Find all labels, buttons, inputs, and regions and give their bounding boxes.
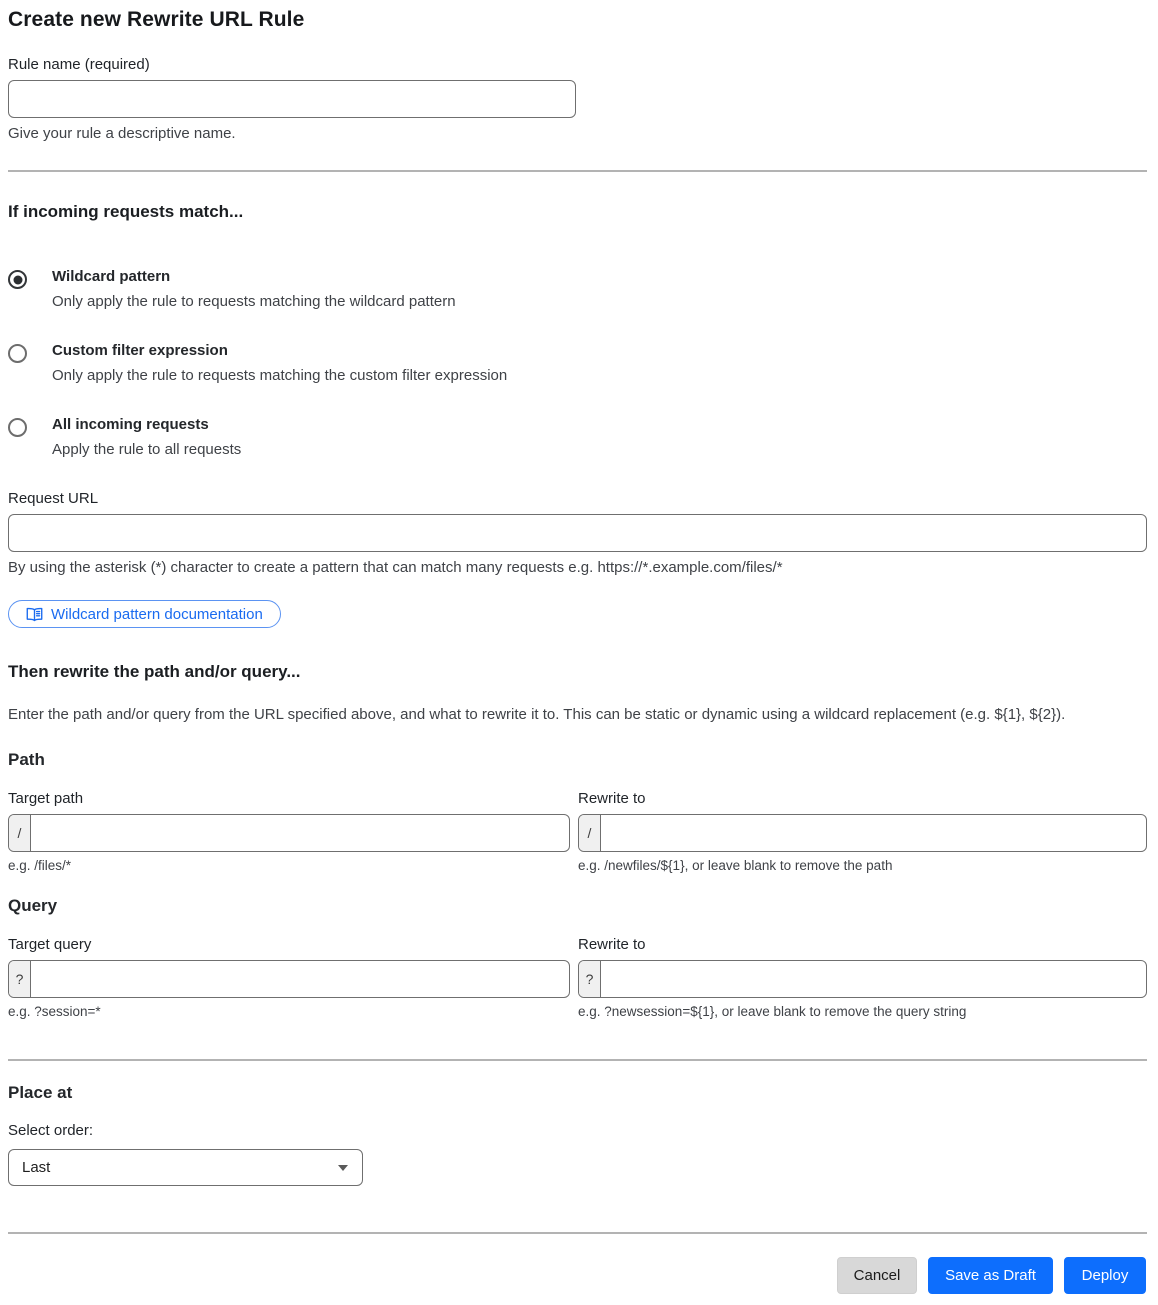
radio-all-requests[interactable] <box>8 418 27 437</box>
query-grid <box>8 936 1147 1019</box>
path-rewrite-inputgroup <box>578 814 1147 852</box>
path-rewrite-label: Rewrite to <box>578 790 646 807</box>
section-divider <box>8 1059 1147 1061</box>
radio-description: Only apply the rule to requests matching the custom filter expression <box>52 367 508 384</box>
query-rewrite-inputgroup <box>578 960 1147 998</box>
chevron-down-icon <box>338 1165 348 1171</box>
request-url-input[interactable] <box>8 514 1147 552</box>
page-title: Create new Rewrite URL Rule <box>8 8 305 31</box>
request-url-label: Request URL <box>8 490 99 507</box>
target-path-label: Target path <box>8 790 84 807</box>
footer-divider <box>8 1232 1147 1234</box>
deploy-button[interactable]: Deploy <box>1064 1257 1146 1294</box>
radio-option-custom-filter[interactable] <box>8 342 1147 384</box>
book-icon <box>26 607 43 622</box>
wildcard-docs-button-label: Wildcard pattern documentation <box>51 605 263 623</box>
radio-custom-filter[interactable] <box>8 344 27 363</box>
query-rewrite-input[interactable] <box>601 961 1146 997</box>
target-query-input[interactable] <box>31 961 569 997</box>
path-rewrite-input[interactable] <box>601 815 1146 851</box>
request-url-helper: By using the asterisk (*) character to create a pattern that can match many requests e.g. https://*.example.com/files/* <box>8 559 783 576</box>
radio-option-wildcard-pattern[interactable] <box>8 268 1147 310</box>
section-divider <box>8 170 1147 172</box>
rule-name-input[interactable] <box>8 80 576 118</box>
rule-name-label: Rule name (required) <box>8 56 150 73</box>
radio-option-all-requests[interactable] <box>8 416 1147 458</box>
save-as-draft-button[interactable]: Save as Draft <box>928 1257 1053 1294</box>
cancel-button[interactable]: Cancel <box>837 1257 917 1294</box>
query-heading: Query <box>8 896 58 915</box>
match-section <box>8 202 1147 458</box>
rule-name-helper: Give your rule a descriptive name. <box>8 125 236 142</box>
select-order-label: Select order: <box>8 1122 94 1139</box>
radio-label: All incoming requests <box>52 416 209 433</box>
radio-label: Wildcard pattern <box>52 268 171 285</box>
rewrite-section <box>8 662 1147 1019</box>
question-prefix: ? <box>579 961 601 997</box>
match-heading: If incoming requests match... <box>8 202 244 221</box>
path-rewrite-field <box>578 790 1147 873</box>
target-query-label: Target query <box>8 936 92 953</box>
target-query-helper: e.g. ?session=* <box>8 1004 101 1019</box>
radio-wildcard-pattern[interactable] <box>8 270 27 289</box>
query-rewrite-helper: e.g. ?newsession=${1}, or leave blank to remove the query string <box>578 1004 967 1019</box>
slash-prefix: / <box>579 815 601 851</box>
question-prefix: ? <box>9 961 31 997</box>
path-rewrite-helper: e.g. /newfiles/${1}, or leave blank to remove the path <box>578 858 893 873</box>
order-select[interactable] <box>8 1149 363 1186</box>
path-grid <box>8 790 1147 873</box>
query-rewrite-field <box>578 936 1147 1019</box>
target-path-input[interactable] <box>31 815 569 851</box>
place-at-section <box>8 1083 1147 1186</box>
wildcard-docs-button[interactable] <box>8 600 281 628</box>
path-heading: Path <box>8 750 45 769</box>
target-query-inputgroup <box>8 960 570 998</box>
target-path-field <box>8 790 570 873</box>
query-rewrite-label: Rewrite to <box>578 936 646 953</box>
rewrite-heading: Then rewrite the path and/or query... <box>8 662 301 681</box>
radio-description: Apply the rule to all requests <box>52 441 242 458</box>
slash-prefix: / <box>9 815 31 851</box>
order-select-value: Last <box>22 1159 51 1176</box>
target-path-inputgroup <box>8 814 570 852</box>
footer-actions <box>837 1257 1146 1294</box>
radio-label: Custom filter expression <box>52 342 228 359</box>
target-path-helper: e.g. /files/* <box>8 858 72 873</box>
rule-name-section <box>8 56 1147 142</box>
rewrite-description: Enter the path and/or query from the URL specified above, and what to rewrite it to. This can be static or dynamic using a wildcard replacement (e.g. ${1}, ${2}). <box>8 706 1066 723</box>
place-at-heading: Place at <box>8 1083 73 1102</box>
radio-description: Only apply the rule to requests matching the wildcard pattern <box>52 293 456 310</box>
request-url-section <box>8 490 1147 628</box>
target-query-field <box>8 936 570 1019</box>
